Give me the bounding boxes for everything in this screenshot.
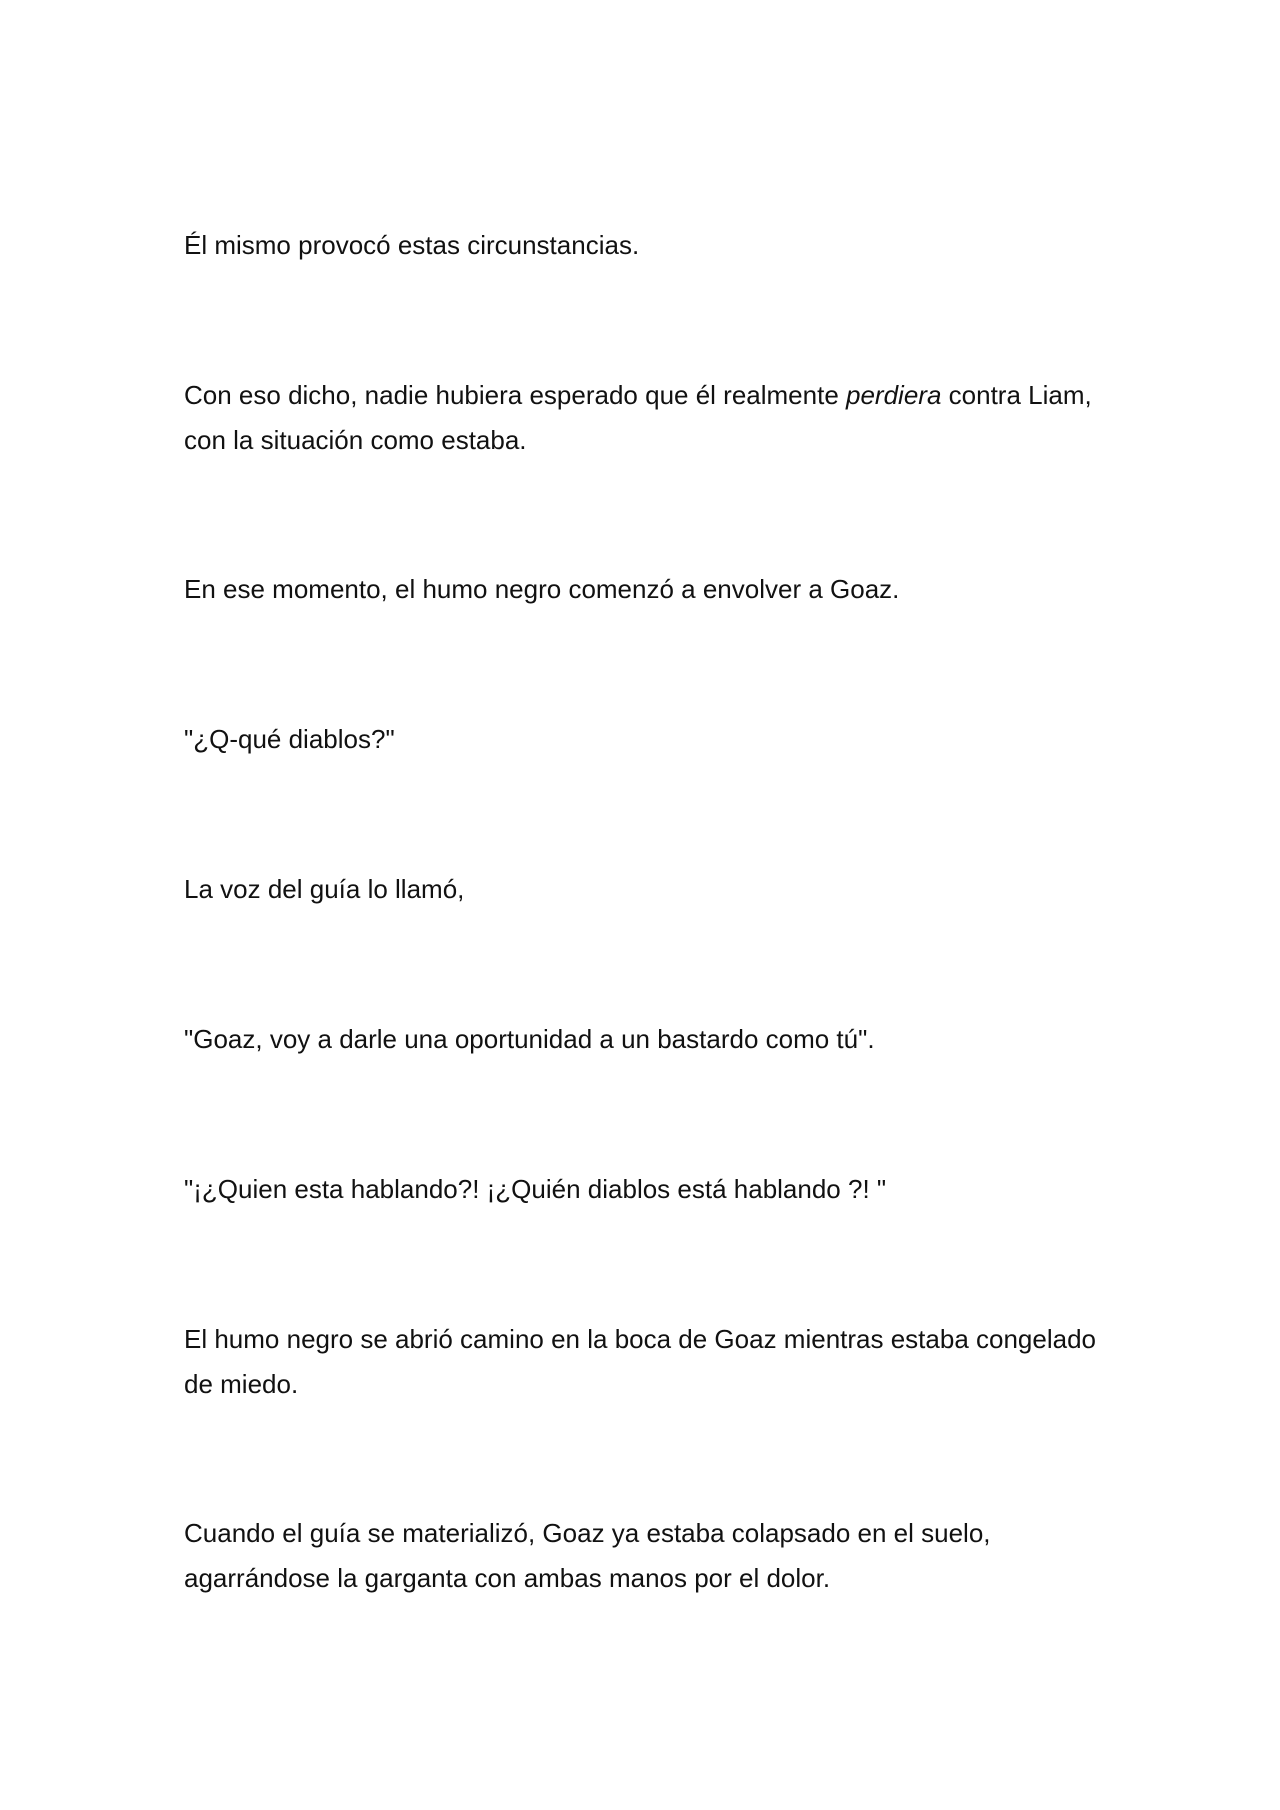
paragraph-2-text-after: contra Liam, con la situación como estaba. bbox=[184, 380, 1092, 455]
paragraph-2-emphasis: perdiera bbox=[846, 380, 942, 410]
paragraph-1: Él mismo provocó estas circunstancias. bbox=[184, 230, 640, 260]
paragraph-3: En ese momento, el humo negro comenzó a envolver a Goaz. bbox=[184, 574, 900, 604]
paragraph-5: La voz del guía lo llamó, bbox=[184, 874, 465, 904]
paragraph-6: "Goaz, voy a darle una oportunidad a un bastardo como tú". bbox=[184, 1024, 875, 1054]
paragraph-4: "¿Q-qué diablos?" bbox=[184, 724, 395, 754]
paragraph-9: Cuando el guía se materializó, Goaz ya estaba colapsado en el suelo, agarrándose la garganta con ambas manos por el dolor. bbox=[184, 1518, 991, 1593]
paragraph-7: "¡¿Quien esta hablando?! ¡¿Quién diablos está hablando ?! " bbox=[184, 1174, 887, 1204]
paragraph-2-text-before: Con eso dicho, nadie hubiera esperado que él realmente bbox=[184, 380, 847, 410]
paragraph-8: El humo negro se abrió camino en la boca de Goaz mientras estaba congelado de miedo. bbox=[184, 1324, 1097, 1399]
paragraph-2 bbox=[184, 373, 1104, 463]
